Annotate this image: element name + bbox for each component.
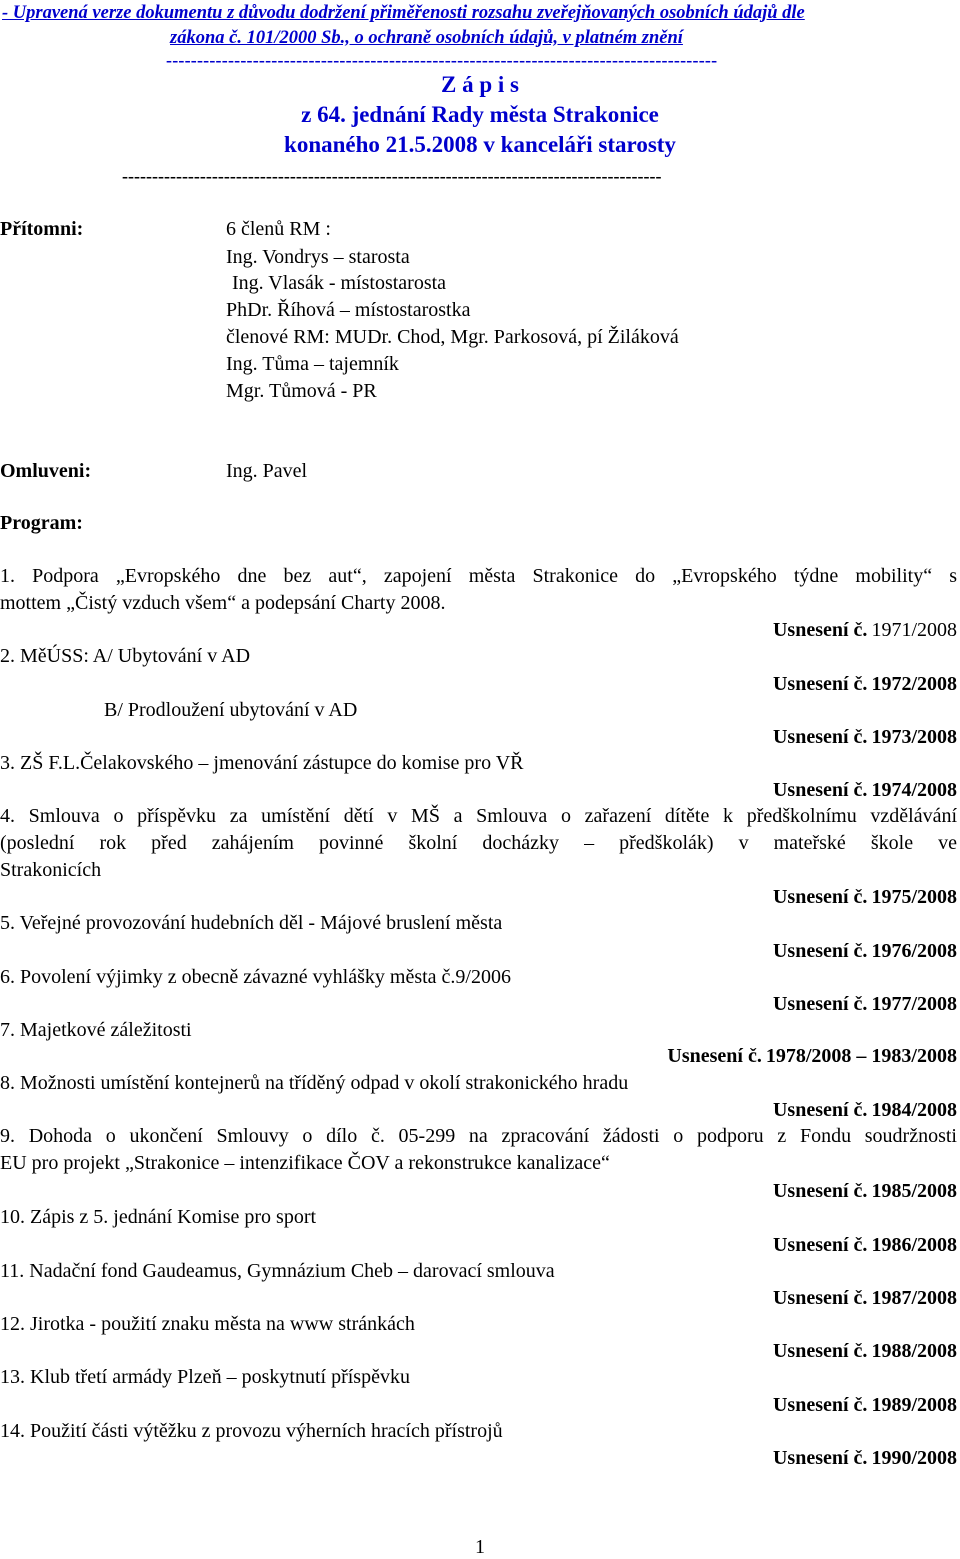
resolution: [773, 1340, 957, 1363]
present-member: Ing. Vlasák - místostarosta: [232, 272, 447, 294]
separator-line-2: ------------------------------------------------------------------------------------------: [122, 166, 662, 186]
resolution-label: Usnesení č.: [772, 1340, 868, 1362]
resolution-number: 1988/2008: [871, 1340, 957, 1362]
meeting-date-line: konaného 21.5.2008 v kanceláři starosty: [284, 132, 676, 157]
resolution-number: 1989/2008: [871, 1394, 957, 1416]
resolution-number: 1978/2008 – 1983/2008: [765, 1045, 957, 1067]
excused-label: Omluveni:: [0, 460, 92, 482]
resolution-number: 1975/2008: [871, 886, 957, 908]
resolution-label: Usnesení č.: [772, 673, 868, 695]
program-label: Program:: [0, 512, 83, 534]
present-member: členové RM: MUDr. Chod, Mgr. Parkosová, pí Žiláková: [226, 326, 679, 348]
program-item-3: 3. ZŠ F.L.Čelakovského – jmenování zástupce do komise pro VŘ: [0, 752, 524, 774]
program-item-6: 6. Povolení výjimky z obecně závazné vyhlášky města č.9/2006: [0, 966, 511, 988]
resolution-label: Usnesení č.: [772, 1287, 868, 1309]
resolution: [773, 726, 957, 749]
present-member: Ing. Vondrys – starosta: [226, 246, 410, 268]
program-item-10: 10. Zápis z 5. jednání Komise pro sport: [0, 1206, 317, 1228]
resolution-label: Usnesení č.: [772, 1099, 868, 1121]
resolution-label: Usnesení č.: [772, 779, 868, 801]
program-item-8: 8. Možnosti umístění kontejnerů na tříděný odpad v okolí strakonického hradu: [0, 1072, 629, 1094]
resolution: [773, 619, 957, 642]
program-item-9-cont: EU pro projekt „Strakonice – intenzifikace ČOV a rekonstrukce kanalizace“: [0, 1152, 610, 1174]
resolution: [773, 1234, 957, 1257]
program-item-2a: 2. MěÚSS: A/ Ubytování v AD: [0, 645, 251, 667]
resolution-label: Usnesení č.: [772, 726, 868, 748]
resolution-number: 1984/2008: [871, 1099, 957, 1121]
resolution-number: 1987/2008: [871, 1287, 957, 1309]
separator-line: -----------------------------------------------------------------------------------------: [166, 50, 718, 70]
present-member: Mgr. Tůmová - PR: [226, 380, 377, 402]
resolution: [773, 993, 957, 1016]
resolution: [773, 1099, 957, 1122]
resolution: [667, 1045, 957, 1068]
page-number: 1: [475, 1536, 485, 1558]
program-item-1-cont: mottem „Čistý vzduch všem“ a podepsání Charty 2008.: [0, 592, 446, 614]
resolution-label: Usnesení č.: [772, 1234, 868, 1256]
resolution-number: 1977/2008: [871, 993, 957, 1015]
program-item-12: 12. Jirotka - použití znaku města na www stránkách: [0, 1313, 415, 1335]
resolution-label: Usnesení č.: [772, 1180, 868, 1202]
excused-member: Ing. Pavel: [226, 460, 308, 482]
program-item-4: 4. Smlouva o příspěvku za umístění dětí v MŠ a Smlouva o zařazení dítěte k předškolnímu vzdělávání: [0, 805, 957, 827]
redaction-notice-line-2: zákona č. 101/2000 Sb., o ochraně osobních údajů, v platném znění: [170, 28, 683, 48]
resolution-label: Usnesení č.: [772, 619, 868, 641]
resolution-label: Usnesení č.: [667, 1045, 762, 1067]
redaction-notice-line-1: - Upravená verze dokumentu z důvodu dodržení přiměřenosti rozsahu zveřejňovaných osobních údajů dle: [2, 3, 805, 23]
resolution-number: 1990/2008: [871, 1447, 957, 1469]
program-item-2b: B/ Prodloužení ubytování v AD: [104, 699, 358, 721]
resolution: [773, 1394, 957, 1417]
meeting-subtitle: z 64. jednání Rady města Strakonice: [301, 102, 659, 127]
resolution-number: 1985/2008: [871, 1180, 957, 1202]
document-title: Z á p i s: [441, 72, 519, 97]
resolution: [773, 1287, 957, 1310]
resolution: [773, 779, 957, 802]
resolution-number: 1976/2008: [871, 940, 957, 962]
resolution: [773, 886, 957, 909]
present-label: Přítomni:: [0, 218, 84, 240]
resolution: [773, 940, 957, 963]
resolution-number: 1974/2008: [871, 779, 957, 801]
program-item-11: 11. Nadační fond Gaudeamus, Gymnázium Cheb – darovací smlouva: [0, 1260, 555, 1282]
resolution: [773, 1180, 957, 1203]
resolution-label: Usnesení č.: [772, 886, 868, 908]
resolution-label: Usnesení č.: [772, 1447, 868, 1469]
program-item-9: 9. Dohoda o ukončení Smlouvy o dílo č. 05-299 na zpracování žádosti o podporu z Fondu soudržnosti: [0, 1125, 957, 1147]
program-item-7: 7. Majetkové záležitosti: [0, 1019, 192, 1041]
resolution: [773, 673, 957, 696]
program-item-5: 5. Veřejné provozování hudebních děl - Májové bruslení města: [0, 912, 503, 934]
program-item-14: 14. Použití části výtěžku z provozu výherních hracích přístrojů: [0, 1420, 503, 1442]
resolution-number: 1971/2008: [871, 619, 957, 641]
resolution-label: Usnesení č.: [772, 1394, 868, 1416]
resolution-label: Usnesení č.: [772, 993, 868, 1015]
resolution: [773, 1447, 957, 1470]
resolution-number: 1973/2008: [871, 726, 957, 748]
resolution-number: 1972/2008: [871, 673, 957, 695]
present-member: 6 členů RM :: [226, 218, 331, 240]
program-item-4-cont: (poslední rok před zahájením povinné školní docházky – předškolák) v mateřské škole ve: [0, 832, 957, 854]
present-member: Ing. Tůma – tajemník: [226, 353, 399, 375]
program-item-4-cont: Strakonicích: [0, 859, 102, 881]
resolution-label: Usnesení č.: [772, 940, 868, 962]
program-item-1: 1. Podpora „Evropského dne bez aut“, zapojení města Strakonice do „Evropského týdne mobility“ s: [0, 565, 957, 587]
present-member: PhDr. Říhová – místostarostka: [226, 299, 471, 321]
program-item-13: 13. Klub třetí armády Plzeň – poskytnutí příspěvku: [0, 1366, 410, 1388]
resolution-number: 1986/2008: [871, 1234, 957, 1256]
